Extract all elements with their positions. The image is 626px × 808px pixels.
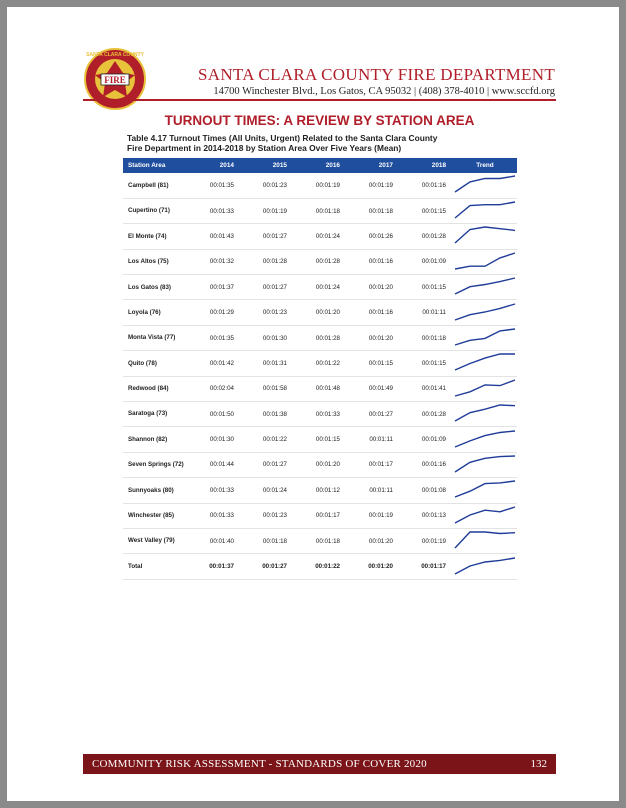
turnout-time-cell: 00:01:32: [209, 258, 234, 266]
turnout-time-cell: 00:01:15: [421, 359, 446, 367]
trend-line: [455, 507, 515, 523]
turnout-time-cell: 00:01:26: [368, 232, 393, 240]
logo-center-text: FIRE: [104, 75, 126, 85]
table-row: [123, 427, 517, 452]
turnout-time-cell: 00:01:24: [262, 486, 287, 494]
station-area-cell: West Valley (79): [128, 537, 175, 545]
page-number: 132: [530, 758, 547, 770]
trend-sparkline: [453, 378, 517, 400]
turnout-time-cell: 00:01:50: [209, 410, 234, 418]
turnout-time-cell: 00:01:19: [315, 181, 340, 189]
caption-line-2: Fire Department in 2014-2018 by Station Area Over Five Years (Mean): [127, 142, 402, 153]
turnout-time-cell: 00:01:18: [368, 207, 393, 215]
turnout-time-cell: 00:01:20: [368, 563, 393, 571]
turnout-time-cell: 00:01:23: [262, 309, 287, 317]
turnout-time-cell: 00:01:20: [368, 283, 393, 291]
turnout-times-table: [123, 158, 517, 580]
turnout-time-cell: 00:01:08: [421, 486, 446, 494]
table-row: [123, 503, 517, 528]
table-row: [123, 249, 517, 274]
turnout-time-cell: 00:01:15: [368, 359, 393, 367]
trend-sparkline: [453, 200, 517, 222]
table-row: [123, 452, 517, 477]
station-area-cell: Shannon (82): [128, 435, 168, 443]
trend-sparkline: [453, 530, 517, 552]
caption-line-1: Table 4.17 Turnout Times (All Units, Urgent) Related to the Santa Clara County: [127, 133, 438, 143]
turnout-time-cell: 00:01:22: [315, 359, 340, 367]
header-2018: 2018: [431, 162, 446, 169]
turnout-time-cell: 00:01:27: [262, 563, 287, 571]
trend-line: [455, 278, 515, 294]
header-2016: 2016: [325, 162, 340, 169]
turnout-time-cell: 00:01:20: [315, 309, 340, 317]
trend-line: [455, 431, 515, 447]
total-row: [123, 554, 517, 579]
turnout-time-cell: 00:01:35: [209, 334, 234, 342]
trend-sparkline-cell: [453, 402, 517, 427]
turnout-time-cell: 00:01:18: [262, 537, 287, 545]
trend-line: [455, 456, 515, 472]
station-area-cell: El Monte (74): [128, 232, 167, 240]
footer-bar: [83, 754, 556, 774]
station-area-cell: Loyola (76): [128, 308, 161, 316]
table-header-row: [123, 158, 517, 173]
section-title: TURNOUT TIMES: A REVIEW BY STATION AREA: [164, 113, 475, 128]
trend-sparkline-cell: [453, 554, 517, 579]
turnout-time-cell: 00:01:37: [209, 563, 234, 571]
trend-line: [455, 202, 515, 218]
turnout-time-cell: 00:01:18: [315, 207, 340, 215]
turnout-time-cell: 00:01:20: [368, 334, 393, 342]
fire-department-seal-logo: [79, 47, 151, 111]
station-area-cell: Winchester (85): [128, 512, 175, 520]
trend-line: [455, 329, 515, 345]
table-row: [123, 478, 517, 503]
turnout-time-cell: 00:01:19: [368, 512, 393, 520]
turnout-time-cell: 00:01:09: [421, 436, 446, 444]
turnout-time-cell: 00:01:11: [422, 309, 446, 317]
station-area-cell: Seven Springs (72): [128, 461, 184, 469]
trend-line: [455, 558, 515, 574]
turnout-time-cell: 00:01:18: [315, 537, 340, 545]
table-row: [123, 300, 517, 325]
turnout-time-cell: 00:01:22: [315, 563, 340, 571]
turnout-time-cell: 00:01:28: [315, 334, 340, 342]
table-row: [123, 376, 517, 401]
station-area-cell: Quito (78): [128, 359, 157, 367]
turnout-time-cell: 00:01:16: [368, 258, 393, 266]
station-area-cell: Monta Vista (77): [128, 334, 176, 342]
turnout-time-cell: 00:01:17: [315, 512, 340, 520]
table-row: [123, 325, 517, 350]
turnout-time-cell: 00:02:04: [209, 385, 234, 393]
turnout-time-cell: 00:01:24: [315, 283, 340, 291]
turnout-time-cell: 00:01:19: [368, 181, 393, 189]
trend-sparkline: [453, 251, 517, 273]
station-area-cell: Total: [128, 562, 143, 570]
turnout-time-cell: 00:01:37: [209, 283, 234, 291]
trend-sparkline: [453, 454, 517, 476]
department-address: 14700 Winchester Blvd., Los Gatos, CA 95032 | (408) 378-4010 | www.sccfd.org: [213, 86, 555, 97]
turnout-time-cell: 00:01:12: [315, 486, 340, 494]
trend-sparkline: [453, 302, 517, 324]
turnout-time-cell: 00:01:31: [262, 359, 287, 367]
trend-sparkline: [453, 174, 517, 196]
table-body: [123, 173, 517, 579]
table-row: [123, 198, 517, 223]
turnout-time-cell: 00:01:33: [315, 410, 340, 418]
turnout-time-cell: 00:01:28: [421, 410, 446, 418]
station-area-cell: Cupertino (71): [128, 207, 170, 215]
trend-sparkline-cell: [453, 173, 517, 198]
trend-line: [455, 304, 515, 320]
turnout-time-cell: 00:01:42: [209, 359, 234, 367]
station-area-cell: Los Gatos (83): [128, 283, 171, 291]
station-area-cell: Sunnyoaks (80): [128, 486, 174, 494]
turnout-time-cell: 00:01:33: [209, 207, 234, 215]
trend-sparkline: [453, 403, 517, 425]
header-trend: Trend: [476, 162, 494, 169]
turnout-time-cell: 00:01:20: [315, 461, 340, 469]
table-row: [123, 224, 517, 249]
trend-sparkline: [453, 505, 517, 527]
turnout-time-cell: 00:01:24: [315, 232, 340, 240]
station-area-cell: Redwood (84): [128, 385, 169, 393]
turnout-time-cell: 00:01:27: [262, 283, 287, 291]
turnout-time-cell: 00:01:18: [421, 334, 446, 342]
turnout-time-cell: 00:01:15: [315, 436, 340, 444]
table-row: [123, 351, 517, 376]
trend-sparkline-cell: [453, 427, 517, 452]
trend-sparkline-cell: [453, 503, 517, 528]
trend-sparkline-cell: [453, 275, 517, 300]
trend-line: [455, 253, 515, 269]
table-row: [123, 275, 517, 300]
turnout-time-cell: 00:01:11: [369, 486, 393, 494]
turnout-time-cell: 00:01:15: [421, 207, 446, 215]
turnout-time-cell: 00:01:23: [262, 512, 287, 520]
header-2015: 2015: [272, 162, 287, 169]
header-rule: [83, 99, 556, 101]
turnout-time-cell: 00:01:28: [421, 232, 446, 240]
turnout-time-cell: 00:01:11: [369, 436, 393, 444]
trend-sparkline: [453, 479, 517, 501]
trend-sparkline-cell: [453, 224, 517, 249]
header-2017: 2017: [378, 162, 393, 169]
footer-text: COMMUNITY RISK ASSESSMENT - STANDARDS OF COVER 2020: [92, 758, 427, 770]
turnout-time-cell: 00:01:16: [368, 309, 393, 317]
turnout-time-cell: 00:01:16: [421, 181, 446, 189]
turnout-time-cell: 00:01:35: [209, 181, 234, 189]
table-row: [123, 173, 517, 198]
turnout-time-cell: 00:01:16: [421, 461, 446, 469]
turnout-time-cell: 00:01:19: [421, 537, 446, 545]
turnout-time-cell: 00:01:29: [209, 309, 234, 317]
turnout-time-cell: 00:01:15: [421, 283, 446, 291]
trend-sparkline-cell: [453, 249, 517, 274]
turnout-time-cell: 00:01:30: [209, 436, 234, 444]
trend-sparkline: [453, 225, 517, 247]
trend-sparkline-cell: [453, 376, 517, 401]
table-caption: [127, 134, 487, 153]
turnout-time-cell: 00:01:23: [262, 181, 287, 189]
turnout-time-cell: 00:01:33: [209, 512, 234, 520]
trend-sparkline: [453, 429, 517, 451]
trend-line: [455, 227, 515, 243]
trend-line: [455, 532, 515, 548]
table-row: [123, 528, 517, 553]
header-station-area: Station Area: [128, 162, 166, 169]
turnout-time-cell: 00:01:41: [421, 385, 446, 393]
trend-sparkline: [453, 556, 517, 578]
turnout-time-cell: 00:01:17: [368, 461, 393, 469]
logo-top-text: SANTA CLARA COUNTY: [86, 52, 144, 58]
turnout-time-cell: 00:01:38: [262, 410, 287, 418]
turnout-time-cell: 00:01:49: [368, 385, 393, 393]
turnout-time-cell: 00:01:22: [262, 436, 287, 444]
turnout-time-cell: 00:01:28: [262, 258, 287, 266]
trend-line: [455, 481, 515, 497]
turnout-time-cell: 00:01:13: [421, 512, 446, 520]
trend-sparkline: [453, 276, 517, 298]
trend-line: [455, 380, 515, 396]
trend-sparkline-cell: [453, 528, 517, 553]
department-name: SANTA CLARA COUNTY FIRE DEPARTMENT: [198, 65, 555, 84]
turnout-time-cell: 00:01:27: [368, 410, 393, 418]
turnout-time-cell: 00:01:58: [262, 385, 287, 393]
turnout-time-cell: 00:01:44: [209, 461, 234, 469]
trend-line: [455, 405, 515, 421]
header-2014: 2014: [219, 162, 234, 169]
turnout-time-cell: 00:01:40: [209, 537, 234, 545]
turnout-time-cell: 00:01:09: [421, 258, 446, 266]
trend-sparkline: [453, 327, 517, 349]
table-row: [123, 402, 517, 427]
trend-line: [455, 176, 515, 192]
trend-sparkline-cell: [453, 325, 517, 350]
trend-line: [455, 354, 515, 370]
turnout-time-cell: 00:01:28: [315, 258, 340, 266]
turnout-time-cell: 00:01:27: [262, 232, 287, 240]
trend-sparkline-cell: [453, 478, 517, 503]
trend-sparkline-cell: [453, 351, 517, 376]
turnout-time-cell: 00:01:30: [262, 334, 287, 342]
trend-sparkline-cell: [453, 300, 517, 325]
document-page: [7, 7, 619, 801]
station-area-cell: Campbell (81): [128, 181, 169, 189]
station-area-cell: Saratoga (73): [128, 410, 168, 418]
turnout-time-cell: 00:01:19: [262, 207, 287, 215]
trend-sparkline: [453, 352, 517, 374]
turnout-time-cell: 00:01:48: [315, 385, 340, 393]
station-area-cell: Los Altos (75): [128, 258, 169, 266]
trend-sparkline-cell: [453, 198, 517, 223]
turnout-time-cell: 00:01:43: [209, 232, 234, 240]
turnout-time-cell: 00:01:33: [209, 486, 234, 494]
turnout-time-cell: 00:01:17: [421, 563, 446, 571]
trend-sparkline-cell: [453, 452, 517, 477]
turnout-time-cell: 00:01:20: [368, 537, 393, 545]
turnout-time-cell: 00:01:27: [262, 461, 287, 469]
